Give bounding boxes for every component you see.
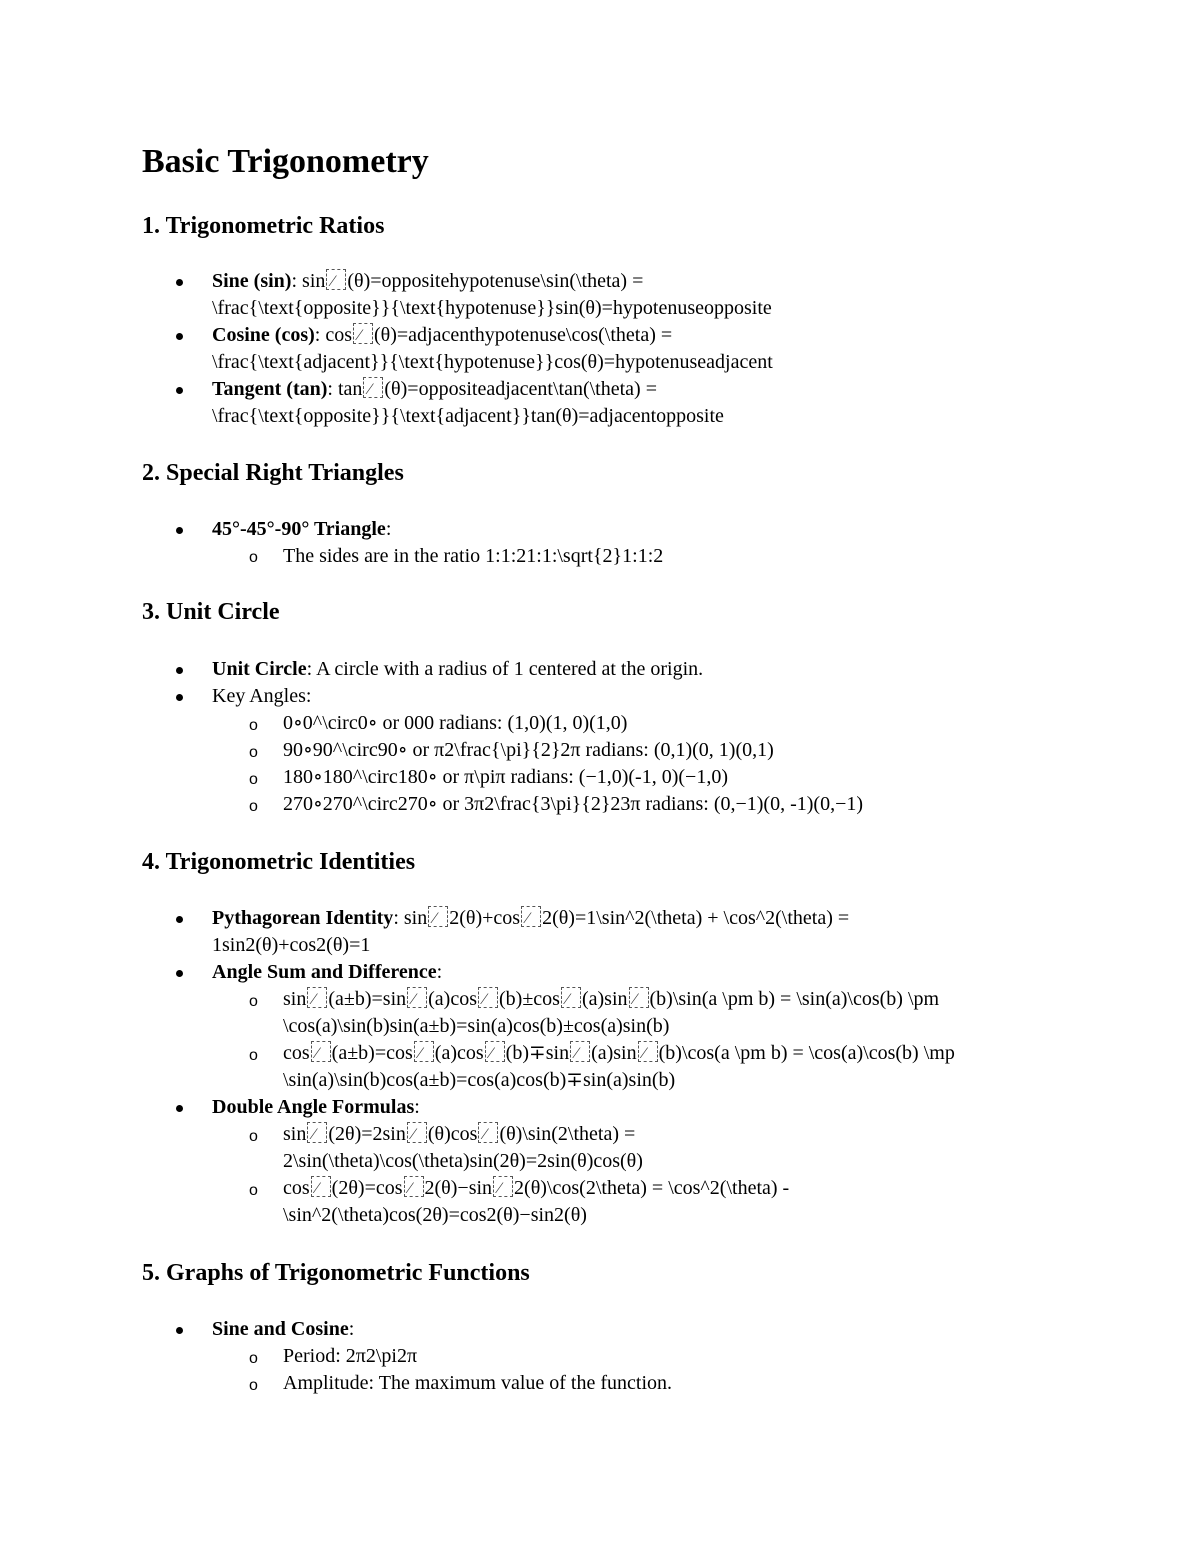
sub-bullet-icon: o [249, 1182, 258, 1199]
bullet-icon [176, 1327, 183, 1334]
list-item-angle-sum: Angle Sum and Difference: [212, 961, 443, 983]
missing-glyph-icon [326, 269, 346, 290]
missing-glyph-icon [307, 1122, 327, 1143]
missing-glyph-icon [570, 1041, 590, 1062]
missing-glyph-icon [404, 1176, 424, 1197]
missing-glyph-icon [478, 1122, 498, 1143]
list-item-sine-cont: \frac{\text{opposite}}{\text{hypotenuse}}sin(θ)=hypotenuseopposite [212, 297, 772, 319]
list-item-key-angles: Key Angles: [212, 685, 312, 707]
list-item-tangent: Tangent (tan): tan∕ (θ)=oppositeadjacent\tan(\theta) = [212, 376, 657, 403]
sub-item-angle-180: 180∘180^\circ180∘ or π\piπ radians: (−1,0)(-1, 0)(−1,0) [283, 766, 728, 788]
missing-glyph-icon [407, 987, 427, 1008]
missing-glyph-icon [407, 1122, 427, 1143]
sub-item-ratio: The sides are in the ratio 1:1:21:1:\sqrt{2}1:1:2 [283, 545, 664, 567]
sub-bullet-icon: o [249, 744, 258, 761]
bullet-icon [176, 916, 183, 923]
bullet-icon [176, 527, 183, 534]
missing-glyph-icon [561, 987, 581, 1008]
sub-item-sin-sum: sin∕ (a±b)=sin∕ (a)cos∕ (b)±cos∕ (a)sin∕ (b)\sin(a \pm b) = \sin(a)\cos(b) \pm [283, 986, 939, 1013]
section-heading-identities: 4. Trigonometric Identities [142, 849, 416, 875]
sub-bullet-icon: o [249, 1047, 258, 1064]
bullet-icon [176, 333, 183, 340]
missing-glyph-icon [311, 1041, 331, 1062]
section-heading-graphs: 5. Graphs of Trigonometric Functions [142, 1260, 530, 1286]
section-heading-special-triangles: 2. Special Right Triangles [142, 460, 404, 486]
list-item-cosine: Cosine (cos): cos∕ (θ)=adjacenthypotenuse\cos(\theta) = [212, 322, 672, 349]
sub-item-angle-90: 90∘90^\circ90∘ or π2\frac{\pi}{2}2π radians: (0,1)(0, 1)(0,1) [283, 739, 774, 761]
missing-glyph-icon [307, 987, 327, 1008]
sub-item-period: Period: 2π2\pi2π [283, 1345, 418, 1367]
sub-item-cos-double: cos∕ (2θ)=cos∕ 2(θ)−sin∕ 2(θ)\cos(2\theta) = \cos^2(\theta) - [283, 1175, 789, 1202]
sub-item-sin-sum-cont: \cos(a)\sin(b)sin(a±b)=sin(a)cos(b)±cos(a)sin(b) [283, 1015, 670, 1037]
missing-glyph-icon [414, 1041, 434, 1062]
sub-bullet-icon: o [249, 1350, 258, 1367]
sub-bullet-icon: o [249, 1128, 258, 1145]
sub-item-sin-double: sin∕ (2θ)=2sin∕ (θ)cos∕ (θ)\sin(2\theta) = [283, 1121, 635, 1148]
bullet-icon [176, 667, 183, 674]
list-item-pythagorean-cont: 1sin2(θ)+cos2(θ)=1 [212, 934, 371, 956]
sub-bullet-icon: o [249, 717, 258, 734]
missing-glyph-icon [478, 987, 498, 1008]
sub-item-angle-0: 0∘0^\circ0∘ or 000 radians: (1,0)(1, 0)(1,0) [283, 712, 628, 734]
section-heading-trig-ratios: 1. Trigonometric Ratios [142, 213, 385, 239]
bullet-icon [176, 694, 183, 701]
sub-bullet-icon: o [249, 549, 258, 566]
missing-glyph-icon [485, 1041, 505, 1062]
sub-item-cos-sum-cont: \sin(a)\sin(b)cos(a±b)=cos(a)cos(b)∓sin(a)sin(b) [283, 1069, 676, 1091]
sub-item-angle-270: 270∘270^\circ270∘ or 3π2\frac{3\pi}{2}23π radians: (0,−1)(0, -1)(0,−1) [283, 793, 864, 815]
missing-glyph-icon [521, 906, 541, 927]
bullet-icon [176, 279, 183, 286]
missing-glyph-icon [638, 1041, 658, 1062]
bullet-icon [176, 1105, 183, 1112]
list-item-45-45-90: 45°-45°-90° Triangle: [212, 518, 392, 540]
sub-bullet-icon: o [249, 771, 258, 788]
missing-glyph-icon [629, 987, 649, 1008]
sub-bullet-icon: o [249, 993, 258, 1010]
sub-bullet-icon: o [249, 1377, 258, 1394]
missing-glyph-icon [493, 1176, 513, 1197]
list-item-pythagorean: Pythagorean Identity: sin∕ 2(θ)+cos∕ 2(θ)=1\sin^2(\theta) + \cos^2(\theta) = [212, 905, 849, 932]
list-item-sine: Sine (sin): sin∕ (θ)=oppositehypotenuse\sin(\theta) = [212, 268, 643, 295]
list-item-double-angle: Double Angle Formulas: [212, 1096, 420, 1118]
bullet-icon [176, 387, 183, 394]
list-item-sine-cosine: Sine and Cosine: [212, 1318, 355, 1340]
list-item-cosine-cont: \frac{\text{adjacent}}{\text{hypotenuse}}cos(θ)=hypotenuseadjacent [212, 351, 773, 373]
list-item-tangent-cont: \frac{\text{opposite}}{\text{adjacent}}tan(θ)=adjacentopposite [212, 405, 724, 427]
bullet-icon [176, 970, 183, 977]
list-item-unit-circle: Unit Circle: A circle with a radius of 1 centered at the origin. [212, 658, 704, 680]
missing-glyph-icon [353, 323, 373, 344]
section-heading-unit-circle: 3. Unit Circle [142, 599, 280, 625]
missing-glyph-icon [428, 906, 448, 927]
sub-item-cos-double-cont: \sin^2(\theta)cos(2θ)=cos2(θ)−sin2(θ) [283, 1204, 587, 1226]
sub-item-sin-double-cont: 2\sin(\theta)\cos(\theta)sin(2θ)=2sin(θ)cos(θ) [283, 1150, 643, 1172]
missing-glyph-icon [363, 377, 383, 398]
sub-item-cos-sum: cos∕ (a±b)=cos∕ (a)cos∕ (b)∓sin∕ (a)sin∕ (b)\cos(a \pm b) = \cos(a)\cos(b) \mp [283, 1040, 955, 1067]
page-title: Basic Trigonometry [142, 143, 429, 180]
missing-glyph-icon [311, 1176, 331, 1197]
sub-bullet-icon: o [249, 798, 258, 815]
sub-item-amplitude: Amplitude: The maximum value of the function. [283, 1372, 672, 1394]
